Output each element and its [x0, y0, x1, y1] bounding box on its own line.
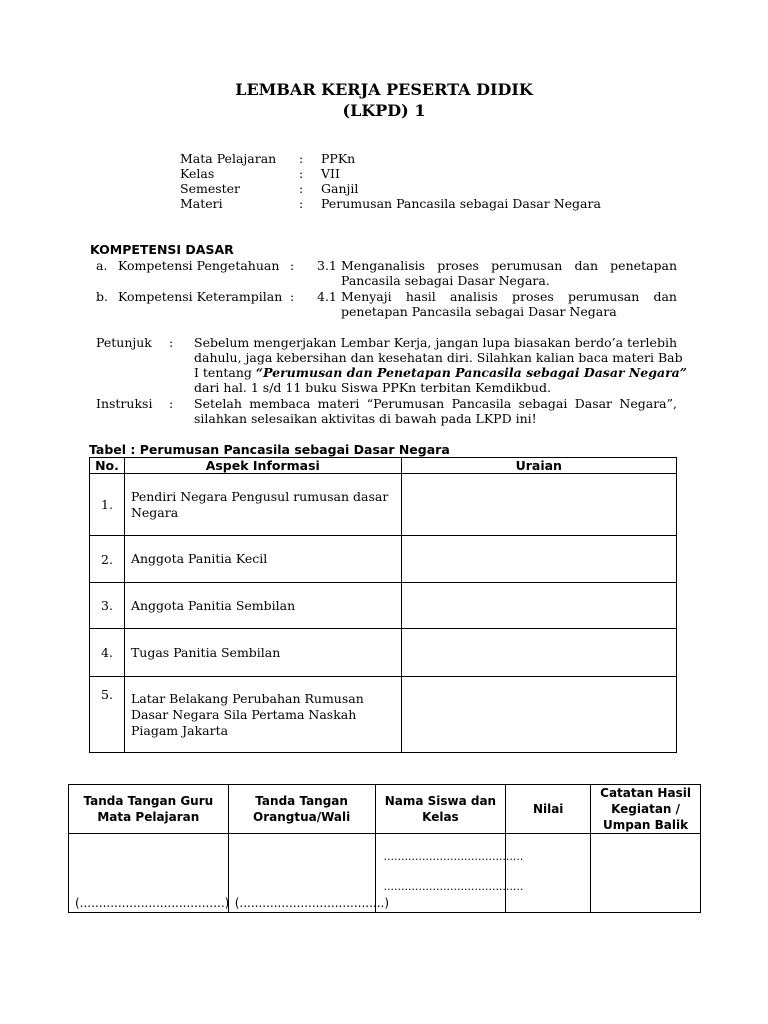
kd-sep: : — [290, 289, 295, 304]
kd-num-3-1: 3.1 — [317, 258, 337, 273]
kd-heading: KOMPETENSI DASAR — [90, 242, 234, 257]
kd-desc-b-line1: Menyaji hasil analisis proses perumusan dan — [341, 289, 677, 304]
table-header-row — [90, 458, 677, 474]
kd-desc-b-line2: penetapan Pancasila sebagai Dasar Negara — [341, 304, 617, 319]
kd-label-keterampilan: Kompetensi Keterampilan — [118, 289, 283, 304]
kd-desc-a-line1: Menganalisis proses perumusan dan penetapan — [341, 258, 677, 273]
info-value-semester: Ganjil — [321, 181, 359, 196]
header-uraian: Uraian — [401, 458, 676, 474]
kd-sep: : — [290, 258, 295, 273]
instruksi-line1: Setelah membaca materi “Perumusan Pancasila sebagai Dasar Negara”, — [194, 396, 677, 411]
petunjuk-sep: : — [169, 335, 174, 350]
row-no: 2. — [90, 536, 125, 583]
guru-signature-line: (......................................) — [75, 896, 230, 910]
catatan-cell[interactable] — [591, 834, 701, 913]
info-sep: : — [299, 196, 304, 211]
petunjuk-materi-title: “Perumusan dan Penetapan Pancasila sebagai Dasar Negara” — [255, 365, 687, 380]
ttd-wali-cell[interactable] — [228, 834, 390, 913]
info-label-materi: Materi — [180, 196, 223, 211]
row-uraian-cell[interactable] — [401, 536, 676, 583]
info-label-mapel: Mata Pelajaran — [180, 151, 277, 166]
nilai-cell[interactable] — [506, 834, 591, 913]
row-aspek: Latar Belakang Perubahan Rumusan Dasar Negara Sila Pertama Naskah Piagam Jakarta — [124, 677, 401, 753]
kd-num-4-1: 4.1 — [317, 289, 337, 304]
info-value-mapel: PPKn — [321, 151, 356, 166]
row-aspek: Tugas Panitia Sembilan — [124, 629, 401, 677]
wali-signature-line: (......................................) — [234, 896, 390, 910]
table-row — [90, 583, 677, 629]
table-row — [90, 474, 677, 536]
row-uraian-cell[interactable] — [401, 677, 676, 753]
table-row — [90, 536, 677, 583]
kd-desc-a-line2: Pancasila sebagai Dasar Negara. — [341, 273, 550, 288]
header-aspek: Aspek Informasi — [124, 458, 401, 474]
table-row — [90, 629, 677, 677]
row-uraian-cell[interactable] — [401, 474, 676, 536]
row-aspek: Anggota Panitia Sembilan — [124, 583, 401, 629]
title-line-2: (LKPD) 1 — [342, 101, 426, 120]
info-sep: : — [299, 181, 304, 196]
table-row — [90, 677, 677, 753]
signature-header-row — [69, 785, 701, 834]
instruksi-line2: silahkan selesaikan aktivitas di bawah pada LKPD ini! — [194, 411, 537, 426]
perumusan-table — [89, 457, 677, 753]
petunjuk-label: Petunjuk — [96, 335, 152, 350]
info-sep: : — [299, 151, 304, 166]
header-no: No. — [90, 458, 125, 474]
header-ttd-guru: Tanda Tangan Guru Mata Pelajaran — [69, 785, 229, 834]
nama-siswa-dots: ........................................ — [383, 850, 524, 863]
header-ttd-wali: Tanda Tangan Orangtua/Wali — [228, 785, 375, 834]
title-line-1: LEMBAR KERJA PESERTA DIDIK — [235, 80, 533, 99]
info-label-semester: Semester — [180, 181, 241, 196]
ttd-guru-cell[interactable] — [69, 834, 229, 913]
petunjuk-line2: dahulu, jaga kebersihan dan kesehatan diri. Silahkan kalian baca materi Bab — [194, 350, 683, 365]
kd-letter-b: b. — [96, 289, 108, 304]
header-nilai: Nilai — [506, 785, 591, 834]
table-caption: Tabel : Perumusan Pancasila sebagai Dasar Negara — [89, 442, 450, 457]
kelas-dots: ........................................ — [383, 880, 524, 893]
header-catatan: Catatan Hasil Kegiatan / Umpan Balik — [591, 785, 701, 834]
nama-siswa-cell[interactable] — [375, 834, 524, 913]
signature-body-row — [69, 834, 701, 913]
row-no: 5. — [90, 677, 125, 753]
info-label-kelas: Kelas — [180, 166, 215, 181]
header-nama-siswa: Nama Siswa dan Kelas — [375, 785, 506, 834]
petunjuk-line3-pre: I tentang — [194, 365, 256, 380]
instruksi-label: Instruksi — [96, 396, 153, 411]
row-aspek: Anggota Panitia Kecil — [124, 536, 401, 583]
info-value-kelas: VII — [321, 166, 340, 181]
row-aspek: Pendiri Negara Pengusul rumusan dasar Negara — [124, 474, 401, 536]
petunjuk-line4: dari hal. 1 s/d 11 buku Siswa PPKn terbitan Kemdikbud. — [194, 380, 551, 395]
petunjuk-line1: Sebelum mengerjakan Lembar Kerja, jangan lupa biasakan berdo’a terlebih — [194, 335, 677, 350]
row-uraian-cell[interactable] — [401, 629, 676, 677]
signature-table — [68, 784, 701, 913]
petunjuk-line3 — [194, 365, 687, 380]
info-value-materi: Perumusan Pancasila sebagai Dasar Negara — [321, 196, 601, 211]
row-no: 4. — [90, 629, 125, 677]
kd-letter-a: a. — [96, 258, 108, 273]
info-sep: : — [299, 166, 304, 181]
row-no: 1. — [90, 474, 125, 536]
row-no: 3. — [90, 583, 125, 629]
row-uraian-cell[interactable] — [401, 583, 676, 629]
kd-label-pengetahuan: Kompetensi Pengetahuan — [118, 258, 280, 273]
instruksi-sep: : — [169, 396, 174, 411]
